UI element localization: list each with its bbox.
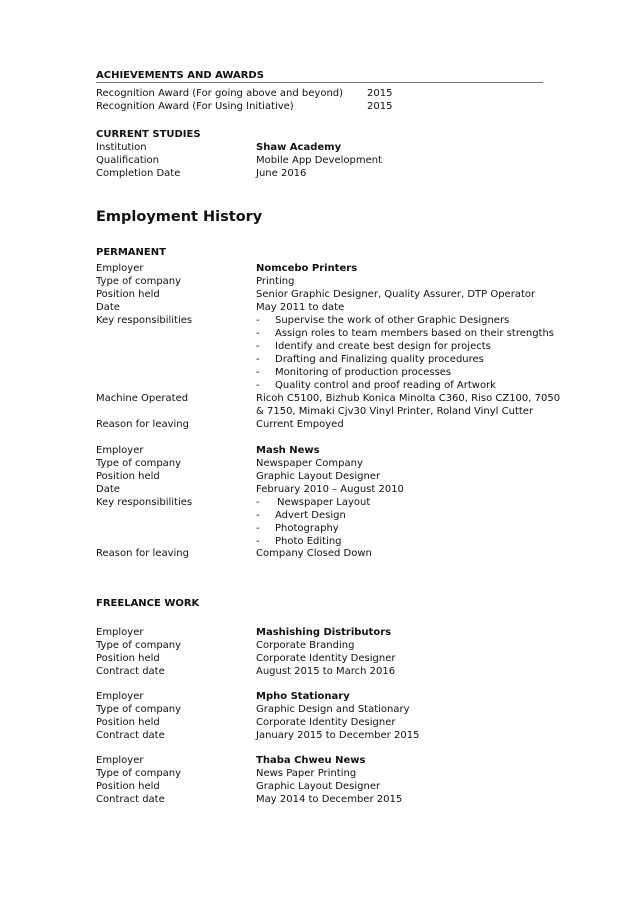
field-label: Contract date [96, 666, 165, 677]
responsibility-item: Identify and create best design for projects [275, 341, 491, 352]
field-label: Employer [96, 263, 144, 274]
section-divider [96, 82, 543, 83]
permanent-heading: PERMANENT [96, 247, 166, 258]
field-label: Employer [96, 755, 144, 766]
company-type: News Paper Printing [256, 768, 357, 779]
field-label: Employer [96, 691, 144, 702]
machines-operated: Ricoh C5100, Bizhub Konica Minolta C360, Riso CZ100, 7050 [256, 393, 561, 404]
employer-name: Mashishing Distributors [256, 627, 392, 638]
position-held: Graphic Layout Designer [256, 781, 381, 792]
bullet-dash: - [256, 497, 260, 508]
employer-name: Nomcebo Printers [256, 263, 358, 274]
field-label: Type of company [96, 458, 182, 469]
reason-for-leaving: Current Empoyed [256, 419, 344, 430]
employment-date: May 2011 to date [256, 302, 345, 313]
company-type: Printing [256, 276, 295, 287]
studies-label: Qualification [96, 155, 159, 166]
bullet-dash: - [256, 354, 260, 365]
field-label: Key responsibilities [96, 315, 193, 326]
responsibility-item: Advert Design [275, 510, 346, 521]
field-label: Date [96, 302, 120, 313]
bullet-dash: - [256, 341, 260, 352]
responsibility-item: Photography [275, 523, 339, 534]
responsibility-item: Supervise the work of other Graphic Designers [275, 315, 510, 326]
contract-date: May 2014 to December 2015 [256, 794, 403, 805]
responsibility-item: Monitoring of production processes [275, 367, 452, 378]
field-label: Key responsibilities [96, 497, 193, 508]
studies-value: June 2016 [256, 168, 307, 179]
bullet-dash: - [256, 510, 260, 521]
award-name: Recognition Award (For Using Initiative) [96, 101, 294, 112]
field-label: Reason for leaving [96, 548, 189, 559]
contract-date: August 2015 to March 2016 [256, 666, 396, 677]
employment-date: February 2010 – August 2010 [256, 484, 404, 495]
position-held: Corporate Identity Designer [256, 653, 396, 664]
studies-heading: CURRENT STUDIES [96, 129, 201, 140]
responsibility-item: Quality control and proof reading of Artwork [275, 380, 496, 391]
responsibility-item: Photo Editing [275, 536, 342, 547]
achievements-heading: ACHIEVEMENTS AND AWARDS [96, 70, 264, 81]
contract-date: January 2015 to December 2015 [256, 730, 420, 741]
employment-title: Employment History [96, 209, 263, 225]
company-type: Newspaper Company [256, 458, 363, 469]
studies-label: Institution [96, 142, 147, 153]
field-label: Type of company [96, 276, 182, 287]
field-label: Position held [96, 781, 160, 792]
bullet-dash: - [256, 315, 260, 326]
employer-name: Thaba Chweu News [256, 755, 366, 766]
field-label: Type of company [96, 704, 182, 715]
bullet-dash: - [256, 523, 260, 534]
award-name: Recognition Award (For going above and beyond) [96, 88, 344, 99]
position-held: Corporate Identity Designer [256, 717, 396, 728]
bullet-dash: - [256, 536, 260, 547]
reason-for-leaving: Company Closed Down [256, 548, 372, 559]
field-label: Date [96, 484, 120, 495]
award-year: 2015 [367, 101, 393, 112]
employer-name: Mpho Stationary [256, 691, 350, 702]
responsibility-item: Drafting and Finalizing quality procedures [275, 354, 484, 365]
company-type: Graphic Design and Stationary [256, 704, 410, 715]
field-label: Position held [96, 471, 160, 482]
field-label: Position held [96, 717, 160, 728]
company-type: Corporate Branding [256, 640, 355, 651]
machines-operated: & 7150, Mimaki Cjv30 Vinyl Printer, Roland Vinyl Cutter [256, 406, 534, 417]
studies-value: Shaw Academy [256, 142, 342, 153]
position-held: Senior Graphic Designer, Quality Assurer, DTP Operator [256, 289, 536, 300]
field-label: Contract date [96, 794, 165, 805]
bullet-dash: - [256, 328, 260, 339]
studies-value: Mobile App Development [256, 155, 383, 166]
bullet-dash: - [256, 367, 260, 378]
employer-name: Mash News [256, 445, 320, 456]
field-label: Employer [96, 445, 144, 456]
position-held: Graphic Layout Designer [256, 471, 381, 482]
field-label: Position held [96, 289, 160, 300]
field-label: Machine Operated [96, 393, 189, 404]
studies-label: Completion Date [96, 168, 181, 179]
field-label: Type of company [96, 768, 182, 779]
field-label: Employer [96, 627, 144, 638]
bullet-dash: - [256, 380, 260, 391]
responsibility-item: Newspaper Layout [277, 497, 371, 508]
award-year: 2015 [367, 88, 393, 99]
field-label: Contract date [96, 730, 165, 741]
field-label: Position held [96, 653, 160, 664]
freelance-heading: FREELANCE WORK [96, 598, 200, 609]
field-label: Type of company [96, 640, 182, 651]
responsibility-item: Assign roles to team members based on their strengths [275, 328, 555, 339]
field-label: Reason for leaving [96, 419, 189, 430]
